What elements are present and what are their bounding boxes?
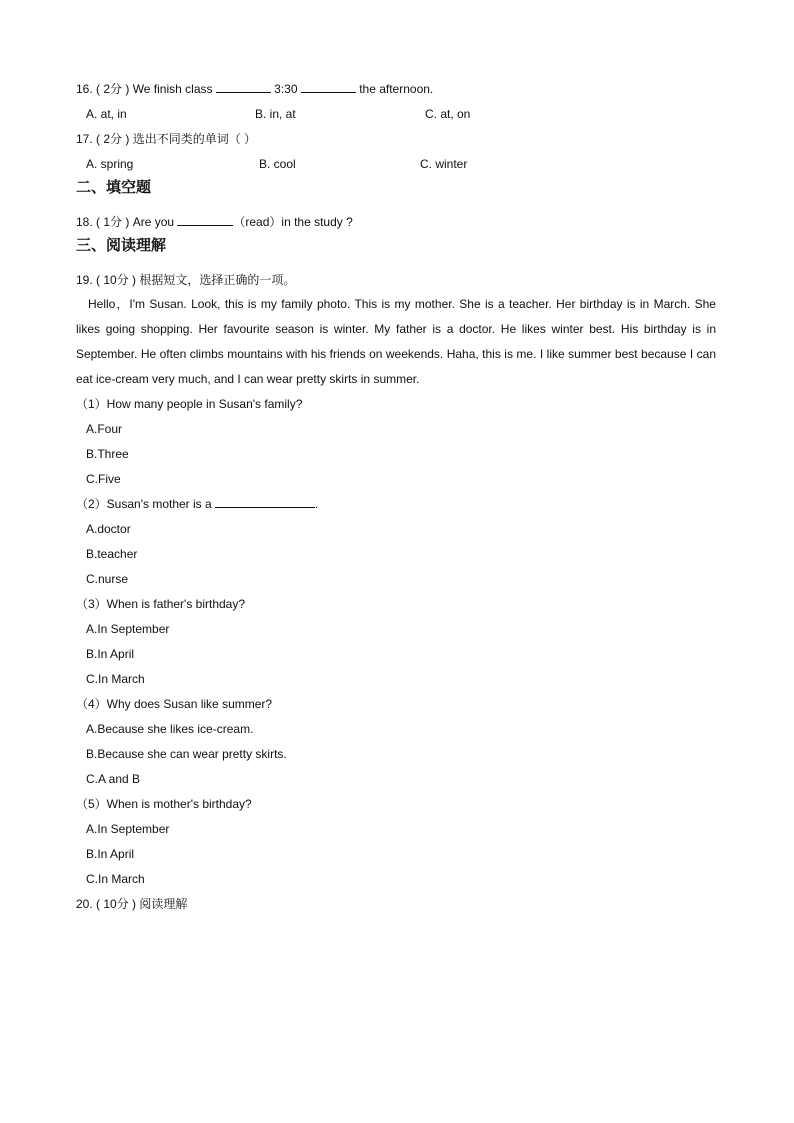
answer-blank [301,81,356,93]
option-a: A.Four [86,422,123,436]
question-text: （read）in the study ? [233,215,353,229]
question-text: We finish class [132,82,216,96]
question-19 [76,272,295,288]
question-number: 17. ( 2分 ) [76,132,133,146]
passage-text: Hello，I'm Susan. Look, this is my family photo. This is my mother. She is a teacher. Her birthday is in March. She likes going shopping. Her favourite season is winter. My father is a doctor. He likes winter best. His birthday is in September. He often climbs mountains with his friends on weekends. Haha, this is me. I like summer best because I can eat ice-cream very much, and I can wear pretty skirts in summer. [76,297,716,386]
question-number: 16. ( 2分 ) [76,82,133,96]
option-a: A.doctor [86,522,131,536]
sub-question-2 [76,496,318,512]
option-c: C. winter [420,157,468,171]
section-heading-fill-blank: 二、填空题 [76,179,152,196]
answer-blank [216,81,271,93]
option-c: C.Five [86,472,121,486]
option-c: C.In March [86,672,145,686]
option-b: B.teacher [86,547,138,561]
sub-question-4: （4）Why does Susan like summer? [76,697,273,711]
option-c: C.nurse [86,572,129,586]
option-b: B.In April [86,847,135,861]
question-text: 3:30 [270,82,301,96]
option-b: B.Three [86,447,129,461]
question-number: 18. ( 1分 ) [76,215,133,229]
question-number: 20. ( 10分 ) [76,897,140,911]
option-b: B. cool [259,157,296,171]
question-17 [76,131,256,147]
question-20 [76,896,187,912]
sub-question-1: （1）How many people in Susan's family? [76,397,303,411]
question-text: the afternoon. [355,82,434,96]
question-text: 根据短文，选择正确的一项。 [139,273,296,287]
question-text: 阅读理解 [139,897,188,911]
option-a: A. spring [86,157,134,171]
answer-blank [177,214,233,226]
option-a: A.Because she likes ice-cream. [86,722,254,736]
question-16 [76,81,433,97]
question-text: （2）Susan's mother is a [76,497,216,511]
option-c: C.A and B [86,772,141,786]
reading-passage [76,292,716,392]
section-heading-reading: 三、阅读理解 [76,237,167,254]
question-text: . [315,497,319,511]
option-b: B. in, at [255,107,296,121]
option-c: C.In March [86,872,145,886]
option-a: A. at, in [86,107,127,121]
sub-question-5: （5）When is mother's birthday? [76,797,252,811]
question-number: 19. ( 10分 ) [76,273,140,287]
option-b: B.Because she can wear pretty skirts. [86,747,287,761]
question-text: 选出不同类的单词（ ） [132,132,257,146]
question-text: Are you [132,215,178,229]
answer-blank [215,496,315,508]
sub-question-3: （3）When is father's birthday? [76,597,246,611]
option-a: A.In September [86,622,170,636]
option-a: A.In September [86,822,170,836]
option-c: C. at, on [425,107,471,121]
question-18 [76,214,353,230]
option-b: B.In April [86,647,135,661]
